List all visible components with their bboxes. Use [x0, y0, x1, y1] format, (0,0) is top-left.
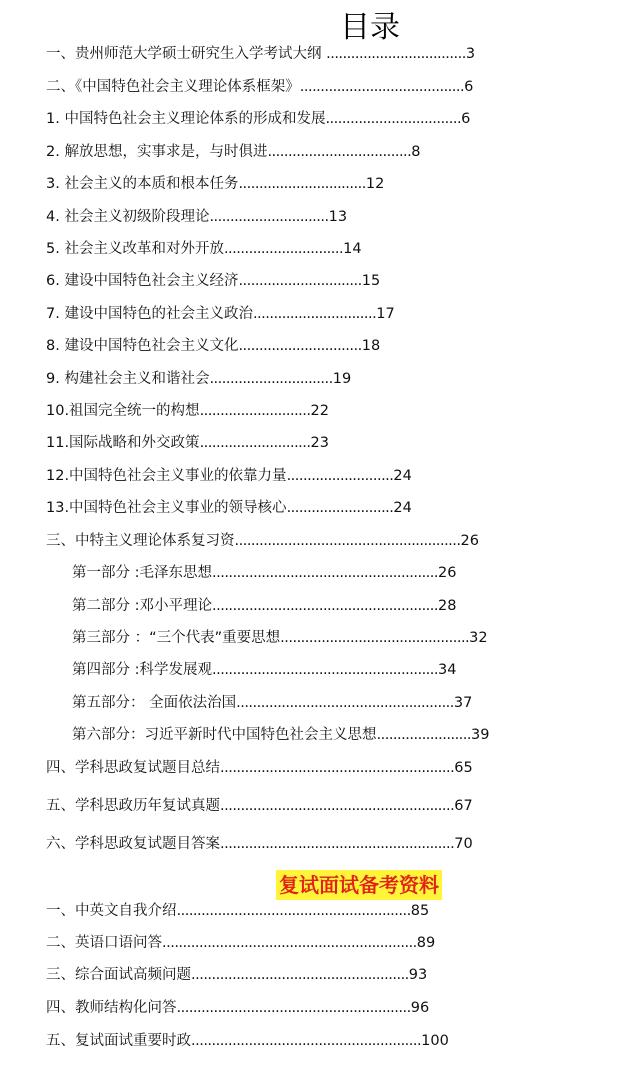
toc-leader-dots: ......................................................... — [176, 1000, 411, 1016]
toc-entry[interactable] — [46, 43, 475, 65]
toc-entry[interactable] — [46, 530, 479, 552]
toc-entry[interactable] — [46, 997, 429, 1019]
toc-leader-dots: ..................................................... — [191, 967, 409, 983]
toc-entry-page: 8 — [411, 144, 421, 160]
toc-entry[interactable] — [46, 335, 380, 357]
toc-entry-page: 14 — [343, 241, 362, 257]
toc-entry[interactable] — [46, 795, 473, 817]
toc-entry-label: 4. 社会主义初级阶段理论 — [46, 209, 210, 225]
toc-entry[interactable] — [46, 964, 427, 986]
toc-leader-dots: .............................. — [252, 306, 377, 322]
toc-entry-label: 三、中特主义理论体系复习资 — [46, 533, 235, 549]
toc-entry-page: 100 — [421, 1033, 449, 1049]
toc-leader-dots: ....................................................... — [212, 662, 439, 678]
toc-entry[interactable] — [72, 627, 488, 649]
toc-entry-page: 22 — [310, 403, 329, 419]
toc-entry[interactable] — [46, 833, 473, 855]
toc-entry[interactable] — [46, 757, 473, 779]
toc-entry-page: 28 — [438, 598, 457, 614]
toc-entry-label: 1. 中国特色社会主义理论体系的形成和发展 — [46, 111, 326, 127]
toc-leader-dots: ....................................................... — [212, 565, 439, 581]
toc-entry-label: 四、学科思政复试题目总结 — [46, 760, 220, 776]
toc-entry-label: 二、《中国特色社会主义理论体系框架》 — [46, 79, 300, 95]
toc-entry-label: 11.国际战略和外交政策 — [46, 435, 200, 451]
toc-entry[interactable] — [46, 900, 429, 922]
toc-entry-label: 一、贵州师范大学硕士研究生入学考试大纲 — [46, 46, 327, 62]
toc-entry[interactable] — [72, 724, 489, 746]
toc-entry-label: 五、复试面试重要时政 — [46, 1033, 191, 1049]
toc-entry-page: 85 — [410, 903, 430, 919]
toc-entry[interactable] — [46, 400, 329, 422]
toc-entry-label: 一、中英文自我介绍 — [46, 903, 177, 919]
toc-entry-label: 第四部分 :科学发展观 — [72, 662, 212, 678]
toc-entry[interactable] — [46, 368, 351, 390]
toc-entry-label: 5. 社会主义改革和对外开放 — [46, 241, 224, 257]
section-heading-interview: 复试面试备考资料 — [276, 870, 442, 900]
toc-entry-label: 6. 建设中国特色社会主义经济 — [46, 273, 239, 289]
toc-entry-label: 第一部分 :毛泽东思想 — [72, 565, 212, 581]
toc-leader-dots: ....................... — [376, 727, 472, 743]
toc-entry-page: 18 — [361, 338, 381, 354]
toc-leader-dots: .......................... — [286, 500, 394, 516]
toc-entry-label: 12.中国特色社会主义事业的依靠力量 — [46, 468, 287, 484]
toc-entry-page: 6 — [461, 111, 471, 127]
toc-leader-dots: .................................. — [326, 46, 466, 62]
toc-entry-page: 93 — [408, 967, 428, 983]
toc-leader-dots: .............................................................. — [162, 935, 417, 951]
toc-entry-label: 9. 构建社会主义和谐社会 — [46, 371, 210, 387]
toc-entry-page: 26 — [438, 565, 457, 581]
toc-leader-dots: ......................................................... — [176, 903, 411, 919]
toc-entry-page: 89 — [416, 935, 436, 951]
toc-entry[interactable] — [46, 141, 421, 163]
toc-entry-label: 四、教师结构化问答 — [46, 1000, 177, 1016]
toc-entry-page: 96 — [410, 1000, 430, 1016]
toc-leader-dots: ................................... — [267, 144, 412, 160]
toc-leader-dots: .............................. — [209, 371, 333, 387]
toc-entry-label: 第六部分：习近平新时代中国特色社会主义思想 — [72, 727, 377, 743]
toc-entry[interactable] — [46, 173, 384, 195]
toc-leader-dots: ........................... — [199, 403, 311, 419]
toc-entry-page: 67 — [454, 798, 473, 814]
toc-entry[interactable] — [46, 932, 435, 954]
toc-entry[interactable] — [46, 497, 412, 519]
toc-entry-page: 15 — [361, 273, 381, 289]
toc-entry-label: 五、学科思政历年复试真题 — [46, 798, 220, 814]
toc-entry[interactable] — [46, 206, 347, 228]
toc-leader-dots: ........................................................ — [191, 1033, 422, 1049]
toc-leader-dots: .............................. — [238, 273, 362, 289]
toc-entry-page: 37 — [453, 695, 473, 711]
toc-entry[interactable] — [46, 238, 362, 260]
toc-entry-label: 13.中国特色社会主义事业的领导核心 — [46, 500, 287, 516]
toc-entry[interactable] — [46, 270, 380, 292]
toc-leader-dots: ....................................................... — [212, 598, 439, 614]
toc-entry-page: 3 — [465, 46, 476, 62]
toc-entry-label: 第五部分： 全面依法治国 — [72, 695, 237, 711]
toc-entry-page: 6 — [464, 79, 474, 95]
toc-entry-label: 第三部分 ：“三个代表”重要思想 — [72, 630, 281, 646]
toc-entry-label: 10.祖国完全统一的构想 — [46, 403, 200, 419]
toc-leader-dots: .............................. — [238, 338, 362, 354]
toc-entry-page: 24 — [393, 500, 412, 516]
toc-leader-dots: ........................................ — [299, 79, 465, 95]
toc-leader-dots: ..................................................... — [236, 695, 454, 711]
toc-entry[interactable] — [46, 303, 395, 325]
toc-leader-dots: ......................................................... — [220, 760, 455, 776]
toc-entry[interactable] — [72, 562, 456, 584]
toc-entry-label: 2. 解放思想，实事求是，与时俱进 — [46, 144, 268, 160]
toc-entry-page: 34 — [438, 662, 457, 678]
toc-entry-page: 39 — [471, 727, 490, 743]
toc-leader-dots: ....................................................... — [234, 533, 461, 549]
toc-entry[interactable] — [46, 1030, 449, 1052]
toc-entry-label: 二、英语口语问答 — [46, 935, 162, 951]
toc-entry[interactable] — [46, 432, 329, 454]
toc-entry[interactable] — [46, 465, 412, 487]
toc-leader-dots: ......................................................... — [220, 836, 455, 852]
toc-leader-dots: ................................. — [325, 111, 462, 127]
toc-entry[interactable] — [46, 76, 473, 98]
toc-entry-page: 24 — [393, 468, 412, 484]
toc-entry[interactable] — [72, 692, 472, 714]
page-title: 目录 — [340, 10, 400, 45]
toc-leader-dots: .............................................. — [280, 630, 470, 646]
toc-leader-dots: ............................. — [209, 209, 329, 225]
toc-entry-label: 六、学科思政复试题目答案 — [46, 836, 220, 852]
toc-entry-page: 70 — [454, 836, 473, 852]
toc-entry[interactable] — [72, 659, 456, 681]
toc-entry-page: 12 — [365, 176, 385, 192]
toc-leader-dots: ............................. — [223, 241, 344, 257]
toc-entry-page: 23 — [310, 435, 329, 451]
toc-entry[interactable] — [72, 595, 456, 617]
toc-entry[interactable] — [46, 108, 470, 130]
toc-entry-page: 32 — [469, 630, 488, 646]
toc-entry-label: 8. 建设中国特色社会主义文化 — [46, 338, 239, 354]
toc-entry-label: 3. 社会主义的本质和根本任务 — [46, 176, 239, 192]
toc-leader-dots: ............................... — [238, 176, 366, 192]
toc-entry-page: 26 — [460, 533, 479, 549]
toc-entry-page: 19 — [332, 371, 352, 387]
toc-leader-dots: ........................... — [199, 435, 311, 451]
toc-entry-label: 三、综合面试高频问题 — [46, 967, 191, 983]
toc-leader-dots: .......................... — [286, 468, 394, 484]
toc-leader-dots: ......................................................... — [220, 798, 455, 814]
toc-entry-label: 第二部分 :邓小平理论 — [72, 598, 212, 614]
toc-entry-label: 7. 建设中国特色的社会主义政治 — [46, 306, 253, 322]
toc-entry-page: 17 — [376, 306, 395, 322]
toc-entry-page: 13 — [328, 209, 348, 225]
toc-entry-page: 65 — [454, 760, 473, 776]
